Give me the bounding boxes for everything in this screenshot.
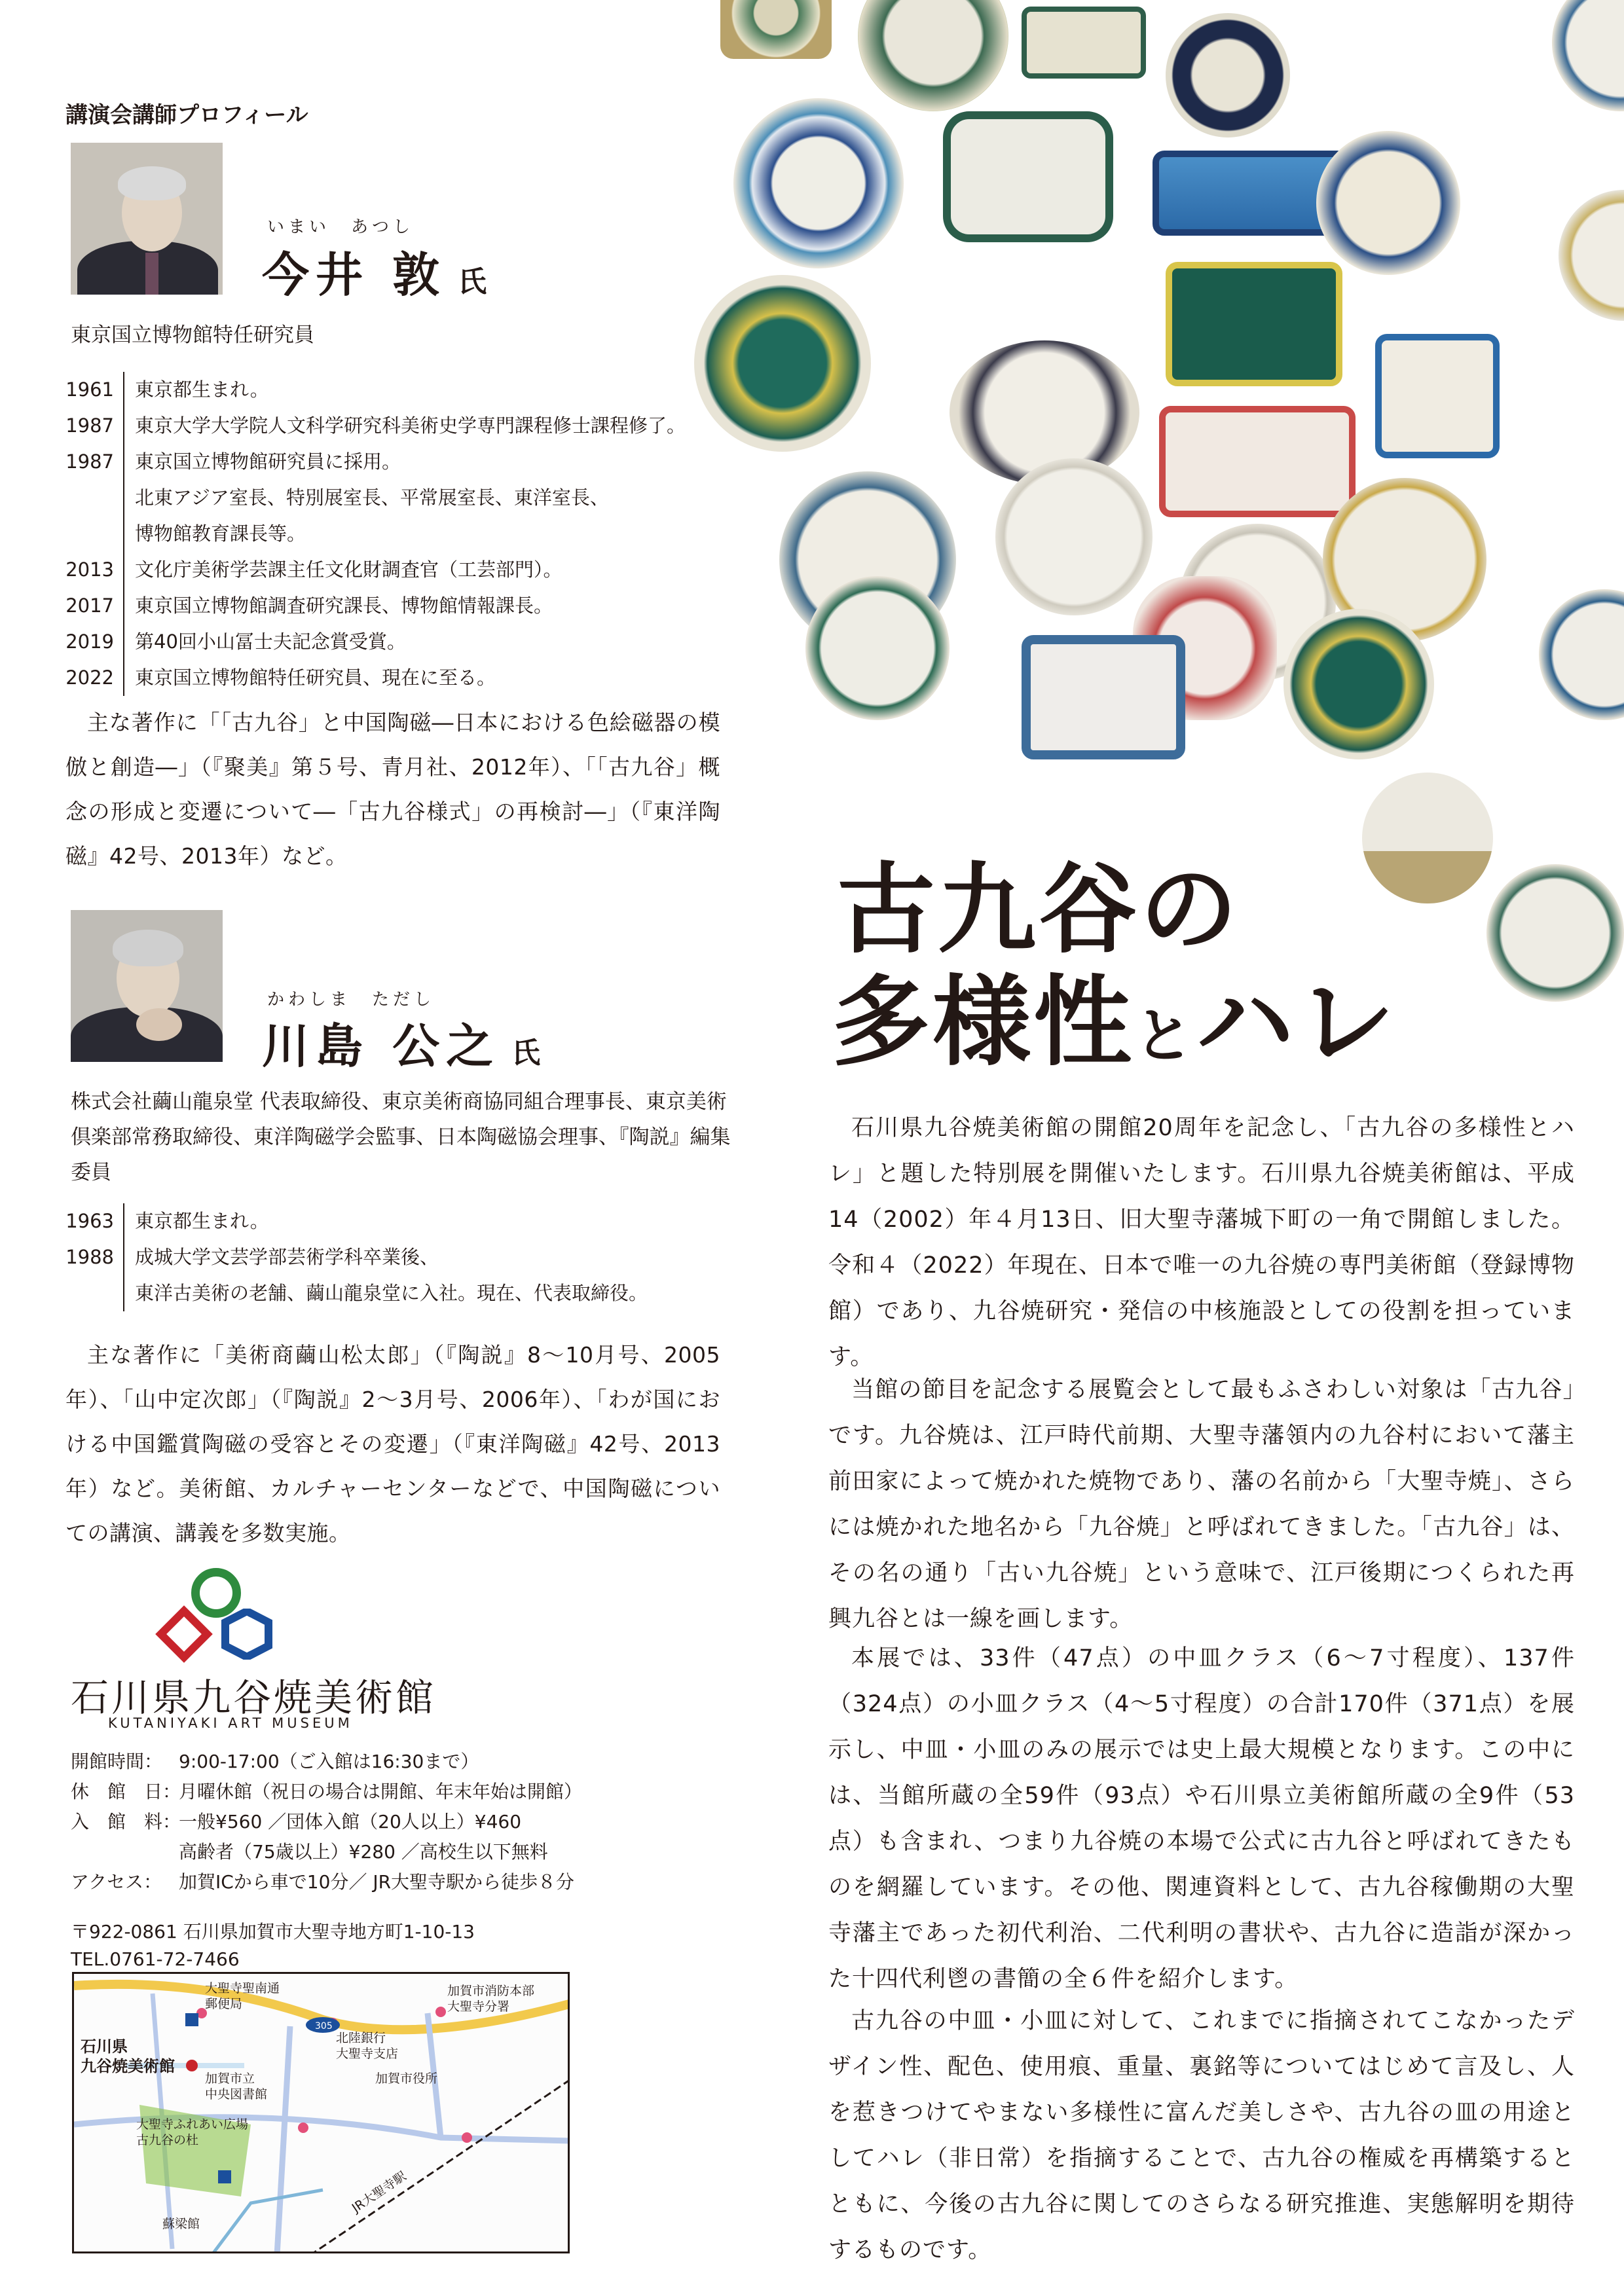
plate-image	[1559, 190, 1624, 321]
plate-image	[858, 0, 1008, 111]
info-row: 休 館 日： 月曜休館（祝日の場合は開館、年末年始は開館）	[71, 1781, 583, 1802]
access-map	[72, 1972, 570, 2253]
map-route-number: 305	[315, 2021, 333, 2032]
cv-entry: 東京都生まれ。	[135, 1210, 269, 1232]
speaker-2-career	[65, 1203, 648, 1311]
map-label-city-hall: 加賀市役所	[375, 2071, 438, 2086]
plate-image	[805, 576, 950, 720]
plate-image	[1283, 609, 1434, 759]
cv-entry: 文化庁美術学芸課主任文化財調査官（工芸部門）。	[135, 558, 563, 581]
museum-name: 石川県九谷焼美術館	[71, 1675, 437, 1720]
map-label-hokuriku-bank: 北陸銀行 大聖寺支店	[336, 2031, 399, 2061]
map-label-post-office: 大聖寺聖南通 郵便局	[205, 1981, 280, 2011]
plate-image	[1486, 864, 1624, 1002]
plate-image	[1552, 0, 1624, 111]
museum-logo	[151, 1568, 282, 1679]
exhibition-title-line1: 古九谷の	[837, 852, 1241, 967]
museum-name-en: KUTANIYAKI ART MUSEUM	[108, 1715, 353, 1731]
speaker-1-career	[65, 372, 686, 696]
info-row: 入 館 料： 一般¥560 ／団体入館（20人以上）¥460	[71, 1811, 522, 1832]
cv-year: 1987	[65, 414, 114, 437]
body-paragraph-3: 本展では、33件（47点）の中皿クラス（6〜7寸程度）、137件（324点）の小皿クラス（4〜5寸程度）の合計170件（371点）を展示し、中皿・小皿のみの展示では史上最大規模となります。この中には、当館所蔵の全59件（93点）や石川県立美術館所蔵の全9件（53点）も含まれ、つまり九谷焼の本場で公式に古九谷と呼ばれてきたものを網羅しています。その他、関連資料として、古九谷稼働期の大聖寺藩主であった初代利治、二代利明の書状や、古九谷に造詣が深かった十四代利鬯の書簡の全６件を紹介します。	[828, 1645, 1575, 1992]
speaker-1-name-block	[262, 237, 487, 305]
cv-entry: 博物館教育課長等。	[135, 522, 306, 545]
cv-year: 1961	[65, 378, 114, 401]
cv-year: 2013	[65, 558, 114, 581]
speaker-1-photo	[71, 143, 223, 295]
cv-entry: 東京大学大学院人文科学研究科美術史学専門課程修士課程修了。	[135, 414, 686, 437]
cv-entry: 東京国立博物館特任研究員、現在に至る。	[135, 666, 496, 689]
plate-image	[1166, 13, 1290, 137]
cv-year: 1987	[65, 450, 114, 473]
title-word-hare: ハレ	[1196, 964, 1398, 1080]
cv-entry: 東京国立博物館調査研究課長、博物館情報課長。	[135, 594, 553, 617]
plate-image	[950, 340, 1139, 484]
title-word-diversity: 多様性	[832, 964, 1135, 1080]
speaker-2-ruby: かわしま ただし	[267, 990, 435, 1010]
cv-year: 2017	[65, 594, 114, 617]
exhibition-title-line2	[832, 943, 1397, 1084]
plate-image	[1539, 589, 1624, 720]
museum-tel: TEL.0761-72-7466	[71, 1948, 240, 1970]
cv-entry: 北東アジア室長、特別展室長、平常展室長、東洋室長、	[135, 486, 609, 509]
body-paragraph-1: 石川県九谷焼美術館の開館20周年を記念し、「古九谷の多様性とハレ」と題した特別展を開催いたします。石川県九谷焼美術館は、平成14（2002）年４月13日、旧大聖寺藩城下町の一角で開館しました。令和４（2022）年現在、日本で唯一の九谷焼の専門美術館（登録博物館）であり、九谷焼研究・発信の中核施設としての役割を担っています。	[828, 1115, 1575, 1370]
map-label-library: 加賀市立 中央図書館	[205, 2071, 268, 2102]
map-label-jr-station: JR大聖寺駅	[349, 2168, 409, 2216]
cv-year: 2019	[65, 630, 114, 653]
info-row: 高齢者（75歳以上）¥280 ／高校生以下無料	[179, 1841, 548, 1863]
plate-image	[1022, 635, 1185, 759]
speaker-2-suffix: 氏	[511, 1036, 541, 1070]
museum-info	[71, 1747, 726, 1897]
map-label-fire-station: 加賀市消防本部 大聖寺分署	[447, 1984, 535, 2014]
cv-year	[65, 480, 114, 516]
info-row: 開館時間： 9:00-17:00（ご入館は16:30まで）	[71, 1751, 479, 1772]
plate-image	[1375, 334, 1500, 458]
cv-entry: 東洋古美術の老舗、繭山龍泉堂に入社。現在、代表取締役。	[135, 1282, 648, 1304]
speaker-1-ruby: いまい あつし	[267, 217, 415, 237]
speaker-1-affiliation: 東京国立博物館特任研究員	[71, 323, 314, 347]
map-roads	[74, 1974, 570, 2253]
map-label-plaza: 大聖寺ふれあい広場 古九谷の杜	[136, 2117, 249, 2147]
plate-image	[1166, 262, 1342, 386]
speaker-1-works: 主な著作に「「古九谷」と中国陶磁―日本における色絵磁器の模倣と創造―」（『聚美』第５号、青月社、2012年）、「「古九谷」概念の形成と変遷について―「古九谷様式」の再検討―」（『東洋陶磁』42号、2013年）など。	[65, 710, 720, 869]
cv-year	[65, 1275, 114, 1311]
body-paragraph-4: 古九谷の中皿・小皿に対して、これまでに指摘されてこなかったデザイン性、配色、使用痕、重量、裏銘等についてはじめて言及し、人を惹きつけてやまない多様性に富んだ美しさや、古九谷の皿の用途としてハレ（非日常）を指摘することで、古九谷の権威を再構築するとともに、今後の古九谷に関してのさらなる研究推進、実態解明を期待するものです。	[828, 2008, 1575, 2263]
cv-year: 1988	[65, 1246, 114, 1268]
map-label-sobaeki: 蘇梁館	[162, 2217, 200, 2231]
cv-year	[65, 516, 114, 552]
cv-entry: 東京国立博物館研究員に採用。	[135, 450, 401, 473]
speaker-2-works: 主な著作に「美術商繭山松太郎」（『陶説』8〜10月号、2005年）、「山中定次郎」（『陶説』2〜3月号、2006年）、「わが国における中国鑑賞陶磁の受容とその変遷」（『東洋陶磁』42号、2013年）など。美術館、カルチャーセンターなどで、中国陶磁についての講演、講義を多数実施。	[65, 1342, 720, 1546]
map-label-museum: 石川県 九谷焼美術館	[81, 2037, 175, 2075]
plate-image	[943, 111, 1113, 242]
plate-image	[995, 458, 1153, 615]
plate-image	[720, 0, 832, 59]
museum-address: 〒922-0861 石川県加賀市大聖寺地方町1-10-13	[71, 1921, 475, 1942]
speaker-2-name: 川島 公之	[262, 1018, 500, 1074]
info-row: アクセス： 加賀ICから車で10分／ JR大聖寺駅から徒歩８分	[71, 1871, 575, 1893]
speaker-1-name: 今井 敦	[262, 247, 447, 302]
cv-entry: 成城大学文芸学部芸術学科卒業後、	[135, 1246, 439, 1268]
speaker-2-photo	[71, 910, 223, 1062]
cv-entry: 第40回小山冨士夫記念賞受賞。	[135, 630, 406, 653]
title-particle-to: と	[1134, 1001, 1196, 1070]
speaker-2-name-block	[262, 1008, 540, 1076]
speaker-2-affiliation: 株式会社繭山龍泉堂 代表取締役、東京美術商協同組合理事長、東京美術倶楽部常務取締役、東洋陶磁学会監事、日本陶磁協会理事、『陶説』編集委員	[71, 1090, 731, 1184]
plate-image	[694, 275, 871, 452]
plate-image	[1316, 131, 1460, 275]
body-paragraph-2: 当館の節目を記念する展覧会として最もふさわしい対象は「古九谷」です。九谷焼は、江戸時代前期、大聖寺藩領内の九谷村において藩主前田家によって焼かれた焼物であり、藩の名前から「大聖寺焼」、さらには焼かれた地名から「九谷焼」と呼ばれてきました。「古九谷」は、その名の通り「古い九谷焼」という意味で、江戸後期につくられた再興九谷とは一線を画します。	[828, 1377, 1575, 1632]
plate-image	[733, 98, 904, 268]
cv-year: 1963	[65, 1210, 114, 1232]
plate-image	[1362, 773, 1493, 903]
speaker-1-suffix: 氏	[458, 265, 487, 299]
profile-heading: 講演会講師プロフィール	[65, 102, 308, 128]
logo-blue-hexagon	[221, 1609, 272, 1660]
plate-image	[1022, 7, 1146, 79]
plate-image	[1159, 406, 1356, 517]
cv-entry: 東京都生まれ。	[135, 378, 269, 401]
cv-year: 2022	[65, 666, 114, 689]
